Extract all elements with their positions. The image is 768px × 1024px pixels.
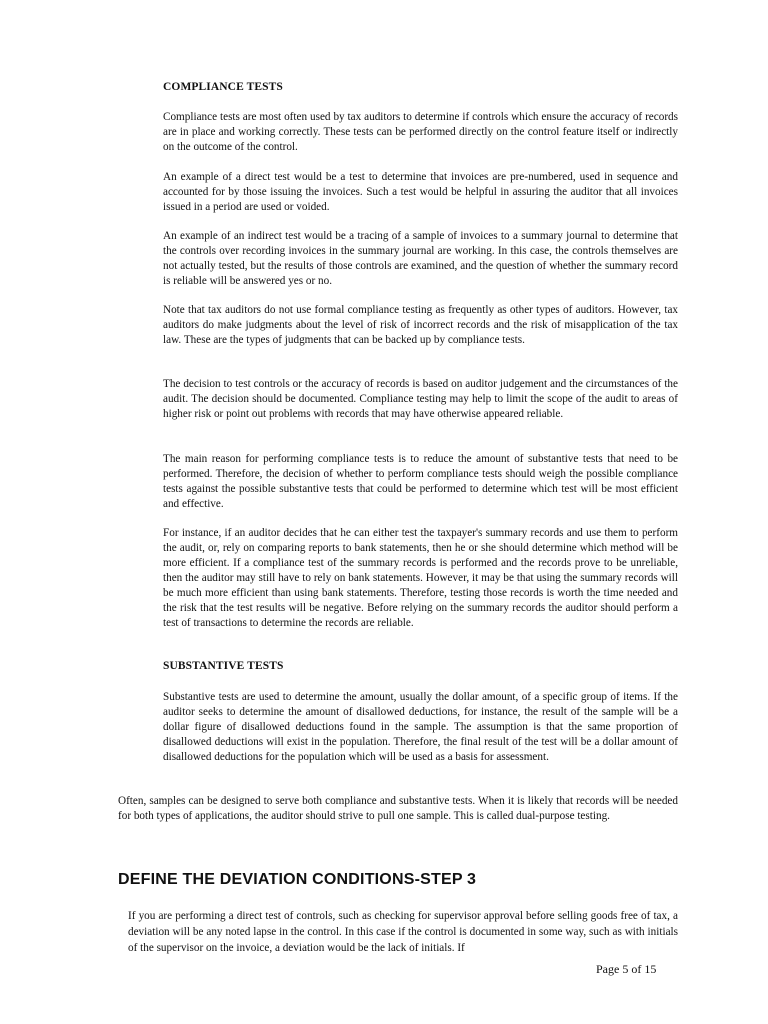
- substantive-paragraph: Substantive tests are used to determine the amount, usually the dollar amount, of a specific group of items. If the auditor seeks to determine the amount of disallowed deductions, for instance, the result of the sample will be a dollar figure of disallowed deductions found in the sample. The assumption is that the same proportion of disallowed deductions will exist in the population. Therefore, the final result of the test will be a dollar amount of disallowed deductions for the population which will be used as a basis for assessment.: [163, 691, 678, 763]
- deviation-conditions-heading: DEFINE THE DEVIATION CONDITIONS-STEP 3: [118, 871, 477, 888]
- deviation-paragraph: If you are performing a direct test of controls, such as checking for supervisor approval before selling goods free of tax, a deviation will be any noted lapse in the control. In this case if the control is documented in some way, such as with initials of the supervisor on the invoice, a deviation would be the lack of initials. If: [128, 910, 678, 954]
- substantive-tests-heading: SUBSTANTIVE TESTS: [163, 660, 284, 672]
- compliance-paragraph-5: The decision to test controls or the accuracy of records is based on auditor judgement and the circumstances of the audit. The decision should be documented. Compliance testing may help to limit the scope of the audit to areas of higher risk or point out problems with records that may have otherwise appeared reliable.: [163, 378, 678, 420]
- compliance-paragraph-7: For instance, if an auditor decides that he can either test the taxpayer's summary records and use them to perform the audit, or, rely on comparing reports to bank statements, then he or she should determine which method will be more efficient. If a compliance test of the summary records is performed and the records prove to be unreliable, then the auditor may still have to rely on bank statements. However, it may be that using the summary records will be much more efficient than using bank statements. Therefore, testing those records is worth the time needed and the risk that the test results will be negative. Before relying on the summary records the auditor should perform a test of transactions to determine the records are reliable.: [163, 527, 678, 629]
- compliance-paragraph-1: Compliance tests are most often used by tax auditors to determine if controls which ensure the accuracy of records are in place and working correctly. These tests can be performed directly on the control feature itself or indirectly on the outcome of the control.: [163, 111, 678, 153]
- dual-purpose-paragraph: Often, samples can be designed to serve both compliance and substantive tests. When it is likely that records will be needed for both types of applications, the auditor should strive to pull one sample. This is called dual-purpose testing.: [118, 795, 678, 822]
- page-number: Page 5 of 15: [596, 962, 657, 976]
- compliance-tests-heading: COMPLIANCE TESTS: [163, 81, 283, 93]
- compliance-paragraph-3: An example of an indirect test would be a tracing of a sample of invoices to a summary journal to determine that the controls over recording invoices in the summary journal are working. In this case, the controls themselves are not actually tested, but the results of those controls are examined, and the question of whether the summary record is reliable will be answered yes or no.: [163, 230, 678, 287]
- compliance-paragraph-6: The main reason for performing compliance tests is to reduce the amount of substantive tests that need to be performed. Therefore, the decision of whether to perform compliance tests should weigh the possible compliance tests against the possible substantive tests that could be performed to determine which test will be most efficient and effective.: [163, 453, 678, 510]
- compliance-paragraph-4: Note that tax auditors do not use formal compliance testing as frequently as other types of auditors. However, tax auditors do make judgments about the level of risk of incorrect records and the risk of misapplication of the tax law. These are the types of judgments that can be backed up by compliance tests.: [163, 304, 678, 346]
- compliance-paragraph-2: An example of a direct test would be a test to determine that invoices are pre-numbered, used in sequence and accounted for by those issuing the invoices. Such a test would be helpful in assuring the auditor that all invoices issued in a period are used or voided.: [163, 171, 678, 213]
